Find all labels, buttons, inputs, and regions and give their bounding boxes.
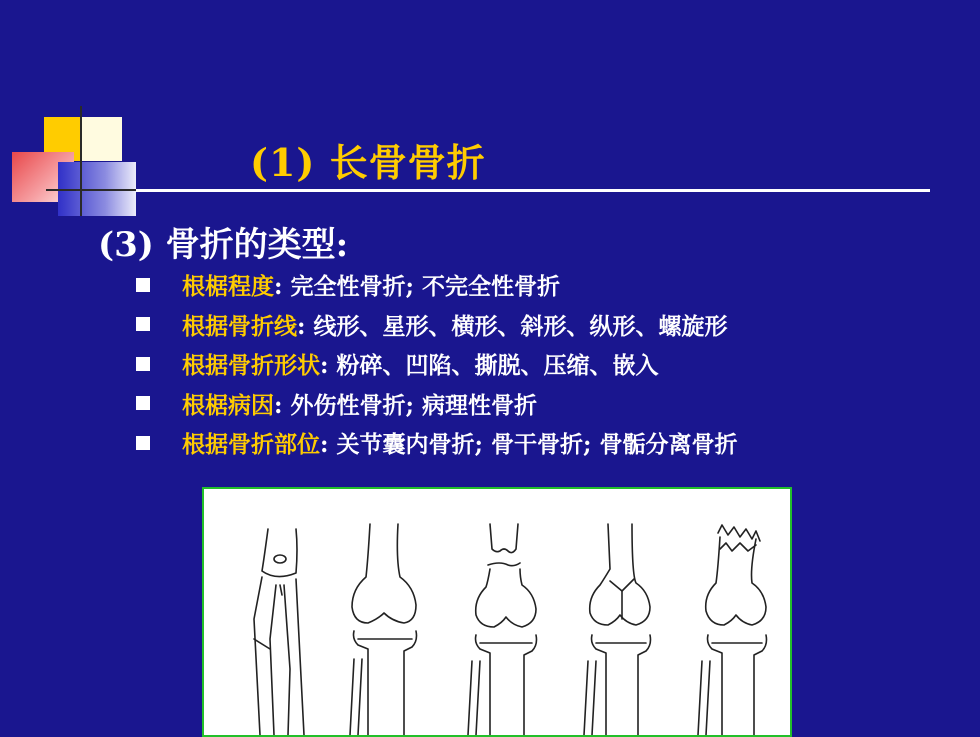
square-bullet-icon: [136, 357, 150, 371]
square-bullet-icon: [136, 278, 150, 292]
bullet-value: : 外伤性骨折; 病理性骨折: [274, 391, 537, 419]
bullet-value: : 完全性骨折; 不完全性骨折: [274, 273, 560, 301]
fracture-figure: [202, 487, 792, 737]
slide-title: (1) 长骨骨折: [250, 140, 486, 185]
bullet-key: 根椐病因: [182, 391, 274, 419]
bullet-item: [136, 305, 738, 345]
bullet-value: : 线形、星形、横形、斜形、纵形、螺旋形: [297, 312, 728, 340]
bone-fracture-illustrations-icon: [204, 489, 790, 735]
bullet-key: 根据骨折线: [182, 312, 297, 340]
decor-vertical-line: [80, 106, 82, 216]
bone-sketch-1: [254, 529, 304, 735]
bullet-item: [136, 265, 738, 305]
bullet-item: [136, 344, 738, 384]
bullet-list: [136, 265, 738, 463]
square-bullet-icon: [136, 396, 150, 410]
bone-sketch-5: [698, 525, 767, 735]
bullet-key: 根据骨折形状: [182, 352, 320, 380]
bullet-item: [136, 384, 738, 424]
bone-sketch-3: [468, 524, 537, 735]
bone-sketch-2: [350, 524, 417, 735]
square-bullet-icon: [136, 436, 150, 450]
bullet-value: : 关节囊内骨折; 骨干骨折; 骨骺分离骨折: [320, 431, 738, 459]
bullet-value: : 粉碎、凹陷、撕脱、压缩、嵌入: [320, 352, 659, 380]
square-bullet-icon: [136, 317, 150, 331]
slide-subtitle: (3) 骨折的类型:: [98, 225, 349, 265]
decor-white-square: [82, 117, 122, 161]
bullet-item: [136, 423, 738, 463]
bullet-key: 根椐程度: [182, 273, 274, 301]
decor-horizontal-line-left: [46, 189, 146, 191]
title-underline: [136, 189, 930, 192]
bullet-key: 根据骨折部位: [182, 431, 320, 459]
bone-sketch-4: [584, 524, 651, 735]
